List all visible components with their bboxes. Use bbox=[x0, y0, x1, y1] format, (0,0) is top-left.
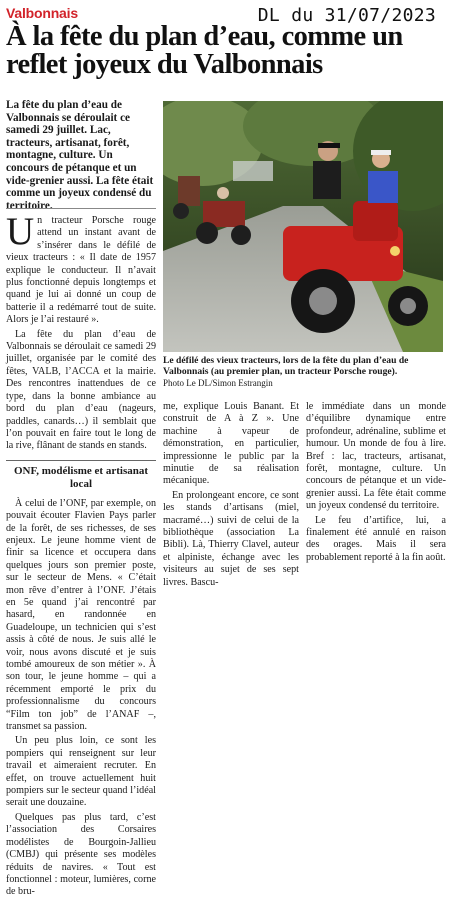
photo-caption bbox=[163, 355, 448, 389]
article-headline: À la fête du plan d’eau, comme un reflet joyeux du Valbonnais bbox=[6, 21, 403, 80]
subheading: ONF, modélisme et artisanat local bbox=[6, 460, 156, 491]
paragraph: À celui de l’ONF, par exemple, on pouvait écouter Flavien Pays parler de la forêt, de ses richesses, de ses enjeux. Le jeune homme vient de finir sa licence et occupera dans quelques jours son premier poste, sur le secteur de Mens. « C’était mon rêve d’entrer à l’ONF. J’étais en 5e quand j’ai rencontré par hasard, en randonnée en Guadeloupe, un technicien qui s’est assis à côté de nous. Je suis allé le voir, nous avons discuté et je suis tombé amoureux de son métier ». À son tour, le jeune homme – qui a récemment emporté le prix du professionnalisme du concours “Film ton job” de l’ANAF –, transmet sa passion. bbox=[6, 497, 156, 733]
article-column-2 bbox=[163, 401, 299, 591]
article-column-1 bbox=[6, 210, 156, 901]
drop-cap: U bbox=[6, 210, 35, 253]
section-label: Valbonnais bbox=[6, 5, 78, 21]
caption-text: Le défilé des vieux tracteurs, lors de la fête du plan d’eau de Valbonnais (au premier plan, un tracteur Porsche rouge). bbox=[163, 355, 409, 378]
paragraph: me, explique Louis Banant. Et construit de A à Z ». Une machine à vapeur de démonstration, en particulier, impressionne le public par la minutie de sa réalisation mécanique. bbox=[163, 401, 299, 487]
date-stamp: DL du 31/07/2023 bbox=[257, 5, 436, 26]
paragraph: Le feu d’artifice, lui, a finalement été annulé en raison des orages. Mais il sera probablement reporté à la fin août. bbox=[306, 514, 446, 563]
lead-divider bbox=[6, 208, 156, 209]
paragraph: le immédiate dans un monde d’équilibre dynamique entre profondeur, adrénaline, sublime et humour. Un monde de fou à lire. Bref : lac, tracteurs, artisanat, forêt, montagne, culture. Un concours de pétanque et un vide-grenier aussi. La fête était comme un joyeux condensé du territoire. bbox=[306, 401, 446, 512]
paragraph: En prolongeant encore, ce sont les stands d’artisans (miel, macramé…) suivi de celui de la bibliothèque (association La Bibli). Là, Thierry Clavel, auteur et alpiniste, échange avec les visiteurs au sujet de ses sept livres. Bascu- bbox=[163, 489, 299, 588]
photo-credit: Photo Le DL/Simon Estrangin bbox=[163, 377, 273, 388]
paragraph: La fête du plan d’eau de Valbonnais se déroulait ce samedi 29 juillet, organisée par le comité des fêtes, VALB, l’ACCA et la mairie. Des rencontres inattendues de ce type, dans la bonne ambiance au bord du plan d’eau (nageurs, paddles, canards…) il semblait que l’on pouvait en faire tout le long de la rive, flânant de stands en stands. bbox=[6, 328, 156, 452]
paragraph: Un tracteur Porsche rouge attend un instant avant de s’insérer dans le défilé de vieux tracteurs : « Il date de 1957 explique le conducteur. Il n’avait plus fonctionné depuis longtemps et quand je lui ai donné un coup de batterie il a redémarré tout de suite. Alors je l’ai restauré ». bbox=[6, 210, 156, 326]
article-lead: La fête du plan d’eau de Valbonnais se déroulait ce samedi 29 juillet. Lac, tracteurs, artisanat, forêt, montagne, culture. Un concours de pétanque et un vide-grenier aussi. La fête était comme un joyeux condensé du territoire. bbox=[6, 99, 154, 212]
paragraph: Quelques pas plus tard, c’est l’association des Corsaires modélistes de Bourgoin-Jallieu (CMBJ) qui présente ses modèles réduits de navires. « Tout est fonctionnel : moteur, lumières, corne de bru- bbox=[6, 811, 156, 898]
tractor-parade-image bbox=[163, 101, 443, 352]
paragraph: Un peu plus loin, ce sont les pompiers qui renseignent sur leur travail et aimeraient recruter. En effet, on trouve actuellement huit pompiers sur le secteur quand l’idéal serait une douzaine. bbox=[6, 735, 156, 809]
article-column-3 bbox=[306, 401, 446, 566]
tractor-parade-photo bbox=[163, 101, 443, 352]
